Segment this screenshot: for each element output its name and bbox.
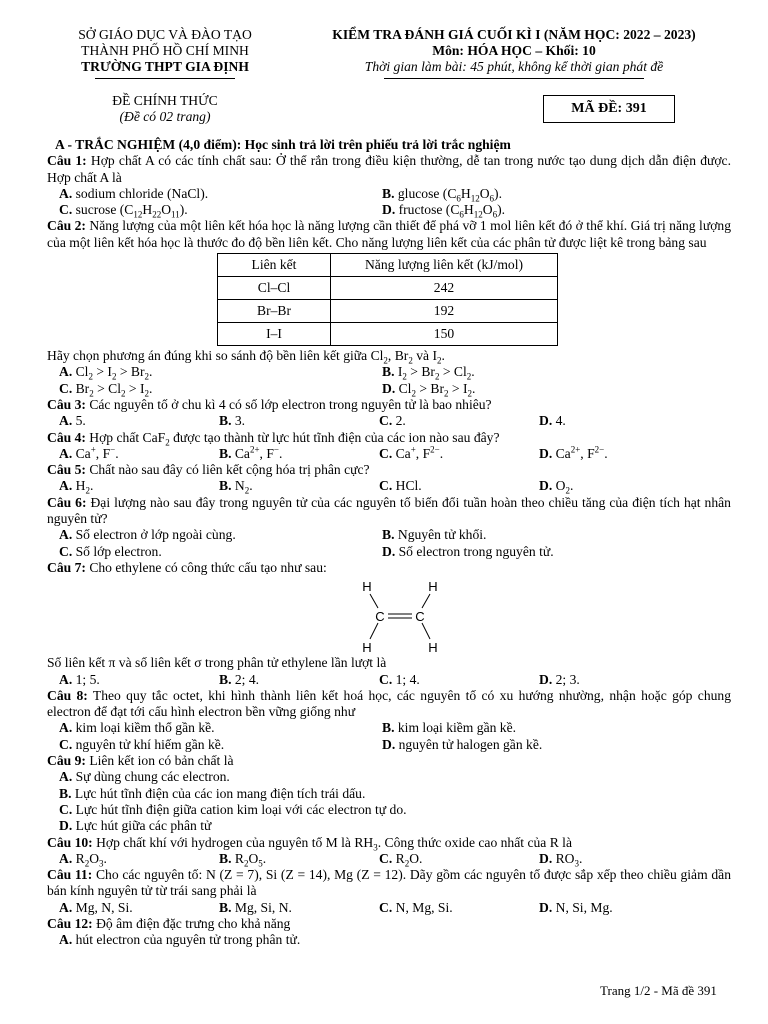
atom-label: C xyxy=(375,609,385,625)
option-a: A. sodium chloride (NaCl). xyxy=(59,185,209,201)
option-d: D. 2; 3. xyxy=(539,671,580,687)
option-d: D. $RO_3$. xyxy=(539,850,583,869)
question-10: Câu 10: Hợp chất khí với hydrogen của nguyên tố M là $RH_3$. Công thức oxide cao nhất của R là xyxy=(47,834,572,853)
exam-title: KIỂM TRA ĐÁNH GIÁ CUỐI KÌ I (NĂM HỌC: 2022 – 2023) xyxy=(332,27,696,42)
subject-line: Môn: HÓA HỌC – Khối: 10 xyxy=(432,43,596,58)
atom-label: H xyxy=(428,579,438,595)
answer-row xyxy=(47,527,731,543)
option-c: C. 1; 4. xyxy=(379,671,420,687)
table-header: Liên kết xyxy=(218,254,331,277)
question-label: Câu 1: xyxy=(47,153,87,169)
question-9: Câu 9: Liên kết ion có bản chất là xyxy=(47,753,234,769)
option-b: B. $I_2 > Br_2 > Cl_2$. xyxy=(382,364,475,383)
option-a: A. hút electron của nguyên tử trong phân tử. xyxy=(59,932,301,948)
option-a: A. 5. xyxy=(59,413,86,429)
table-cell: 242 xyxy=(331,277,558,300)
option-b: B. Nguyên tử khối. xyxy=(382,527,487,543)
option-c: C. Lực hút tĩnh điện giữa cation kim loại với các electron tự do. xyxy=(59,801,407,817)
city-name: THÀNH PHỐ HỒ CHÍ MINH xyxy=(81,43,249,58)
answer-row xyxy=(47,364,731,383)
question-label: Câu 2: xyxy=(47,218,86,234)
answer-row xyxy=(47,478,731,497)
option-d: D. Lực hút giữa các phân tử xyxy=(59,818,212,834)
official-title: ĐỀ CHÍNH THỨC xyxy=(112,93,218,108)
option-c: C. $R_2O$. xyxy=(379,850,423,869)
exam-header xyxy=(300,27,728,79)
table-header-row xyxy=(218,254,558,277)
school-name: TRƯỜNG THPT GIA ĐỊNH xyxy=(81,59,249,74)
option-b: B. kim loại kiềm gần kề. xyxy=(382,720,517,736)
table-row xyxy=(218,277,558,300)
option-a: A. $R_2O_3$. xyxy=(59,850,107,869)
option-c: C. sucrose $(C_{12}H_{22}O_{11})$. xyxy=(59,202,188,220)
answer-row xyxy=(47,900,731,916)
answer-row xyxy=(47,737,731,753)
question-7: Câu 7: Cho ethylene có công thức cấu tạo như sau: xyxy=(47,559,327,575)
table-cell: Br–Br xyxy=(218,300,331,323)
answer-row xyxy=(47,720,731,736)
option-a: A. $H_2$. xyxy=(59,478,94,497)
question-4: Câu 4: Hợp chất CaF$_2$ được tạo thành từ lực hút tĩnh điện của các ion nào sau đây? xyxy=(47,429,500,448)
option-b: B. Lực hút tĩnh điện của các ion mang điện tích trái dấu. xyxy=(59,785,366,801)
atom-label: H xyxy=(362,640,372,655)
option-a: A. Sự dùng chung các electron. xyxy=(59,769,230,785)
header-rule xyxy=(95,78,235,79)
exam-content xyxy=(47,137,731,949)
answer-row xyxy=(47,544,731,560)
table-cell: 150 xyxy=(331,323,558,346)
option-b: B. 2; 4. xyxy=(219,671,260,687)
pages-note: (Đề có 02 trang) xyxy=(119,109,211,124)
option-d: D. N, Si, Mg. xyxy=(539,899,613,915)
table-cell: Cl–Cl xyxy=(218,277,331,300)
option-d: D. nguyên tử halogen gần kề. xyxy=(382,736,543,752)
atom-label: C xyxy=(415,609,425,625)
option-b: B. $N_2$. xyxy=(219,478,253,497)
atom-label: H xyxy=(362,579,372,595)
table-cell: 192 xyxy=(331,300,558,323)
header-rule xyxy=(384,78,644,79)
question-text: Năng lượng của một liên kết hóa học là năng lượng cần thiết để phá vỡ 1 mol liên kết đó ở thể khí. Giá trị năng lượng của một liên kết hóa học là thước đo độ bền liên kết. Cho năng lượng liên kết của các phân tử được liệt kê trong bảng sau xyxy=(47,218,731,250)
option-b: B. 3. xyxy=(219,413,246,429)
option-b: B. $Ca^{2+}$, F−. xyxy=(219,444,283,461)
single-bond xyxy=(370,623,378,639)
option-b: B. $R_2O_5$. xyxy=(219,850,267,869)
answer-row xyxy=(47,186,731,202)
option-a: A. $Cl_2 > I_2 > Br_2$. xyxy=(59,364,153,383)
question-text: Hợp chất A có các tính chất sau: Ở thể rắn trong điều kiện thường, dễ tan trong nước tạo dung dịch dẫn điện được. Hợp chất A là xyxy=(47,153,731,185)
section-heading: A - TRẮC NGHIỆM (4,0 điểm): Học sinh trả lời trên phiếu trả lời trắc nghiệm xyxy=(55,137,511,152)
option-a: A. Ca+, F−. xyxy=(59,444,119,461)
question-6: Câu 6: Đại lượng nào sau đây trong nguyên tử của các nguyên tố biến đổi tuần hoàn theo chiều tăng của điện tích hạt nhân nguyên tử? xyxy=(47,494,731,527)
answer-row xyxy=(47,672,731,688)
official-label xyxy=(40,93,290,125)
table-row xyxy=(218,323,558,346)
exam-code-box: MÃ ĐỀ: 391 xyxy=(543,95,675,123)
answer-row xyxy=(47,381,731,397)
question-12: Câu 12: Độ âm điện đặc trưng cho khả năng xyxy=(47,915,291,931)
answer-row xyxy=(47,413,731,429)
answer-row xyxy=(47,202,731,218)
question-8: Câu 8: Theo quy tắc octet, khi hình thành liên kết hoá học, các nguyên tố có xu hướng nhường, nhận hoặc góp chung electron để đạt tới cấu hình electron bền vững giống như xyxy=(47,687,732,720)
option-b: B. glucose $(C_6H_{12}O_6)$. xyxy=(382,185,502,204)
atom-label: H xyxy=(428,640,438,655)
question-3: Câu 3: Các nguyên tố ở chu kì 4 có số lớp electron trong nguyên tử là bao nhiêu? xyxy=(47,396,492,412)
page-footer: Trang 1/2 - Mã đề 391 xyxy=(600,983,717,998)
option-a: A. Số electron ở lớp ngoài cùng. xyxy=(59,527,236,543)
table-row xyxy=(218,300,558,323)
question-prompt: Hãy chọn phương án đúng khi so sánh độ bền liên kết giữa $Cl_2$, $Br_2$ và $I_2$. xyxy=(47,348,445,366)
question-11: Câu 11: Cho các nguyên tố: N (Z = 7), Si (Z = 14), Mg (Z = 12). Dãy gồm các nguyên tố được sắp xếp theo chiều giảm dần bán kính nguyên tử từ trái sang phải là xyxy=(47,867,731,899)
ethylene-structure-diagram xyxy=(337,578,447,654)
option-d: D. fructose $(C_6H_{12}O_6)$. xyxy=(382,202,505,220)
answer-row xyxy=(47,851,731,867)
single-bond xyxy=(370,594,378,608)
option-b: B. Mg, Si, N. xyxy=(219,899,292,915)
question-1 xyxy=(47,153,731,186)
option-a: A. Mg, N, Si. xyxy=(59,899,133,915)
table-cell: I–I xyxy=(218,323,331,346)
option-d: D. $O_2$. xyxy=(539,478,574,497)
single-bond xyxy=(422,623,430,639)
option-d: D. $Cl_2 > Br_2 > I_2$. xyxy=(382,380,476,399)
bond-energy-table xyxy=(217,253,558,346)
time-line: Thời gian làm bài: 45 phút, không kể thời gian phát đề xyxy=(364,59,664,74)
option-c: C. N, Mg, Si. xyxy=(379,899,453,915)
option-d: D. $Ca^{2+}$, $F^{2-}$. xyxy=(539,444,608,461)
option-c: C. HCl. xyxy=(379,478,422,494)
option-c: C. Số lớp electron. xyxy=(59,543,162,559)
question-prompt: Số liên kết π và số liên kết σ trong phân tử ethylene lần lượt là xyxy=(47,655,387,671)
option-c: C. Ca+, $F^{2-}$. xyxy=(379,444,444,461)
table-header: Năng lượng liên kết (kJ/mol) xyxy=(331,254,558,277)
option-c: C. 2. xyxy=(379,413,406,429)
option-a: A. 1; 5. xyxy=(59,671,100,687)
question-2 xyxy=(47,218,731,251)
option-c: C. nguyên tử khí hiếm gần kề. xyxy=(59,736,225,752)
option-d: D. Số electron trong nguyên tử. xyxy=(382,543,554,559)
option-c: C. $Br_2 > Cl_2 > I_2$. xyxy=(59,380,153,399)
option-a: A. kim loại kiềm thổ gần kề. xyxy=(59,720,215,736)
option-d: D. 4. xyxy=(539,413,566,429)
question-5: Câu 5: Chất nào sau đây có liên kết cộng hóa trị phân cực? xyxy=(47,462,370,478)
single-bond xyxy=(422,594,430,608)
answer-row xyxy=(47,446,731,462)
department-name: SỞ GIÁO DỤC VÀ ĐÀO TẠO xyxy=(78,27,252,42)
school-header xyxy=(40,27,290,79)
